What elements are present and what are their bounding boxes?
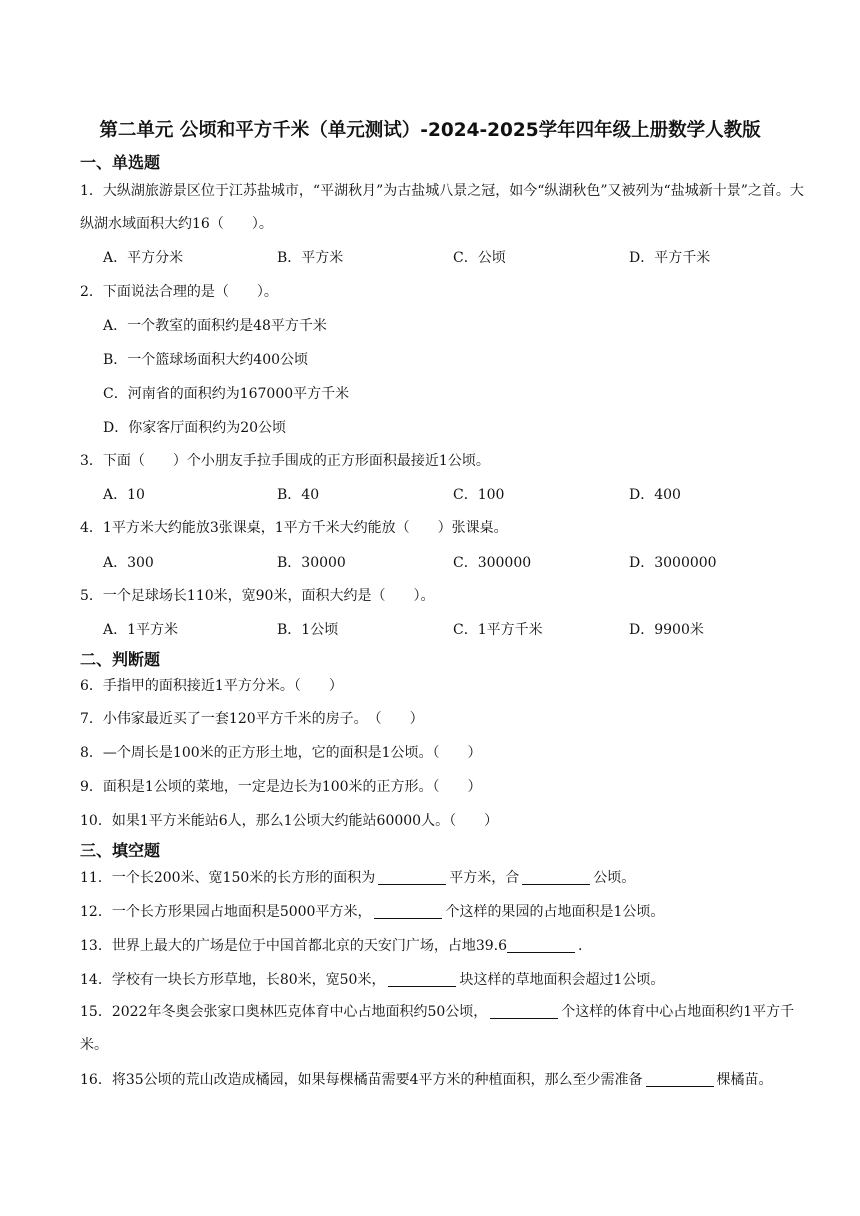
question-8-text: 8．—个周长是100米的正方形土地，它的面积是1公顷。（ ） <box>80 745 482 761</box>
question-11-text-part-2: 平方米，合 <box>449 870 520 886</box>
question-11 <box>80 868 635 888</box>
question-1-option-c[interactable]: C．公顷 <box>453 250 506 266</box>
question-14-text-part-2: 块这样的草地面积会超过1公顷。 <box>459 972 665 988</box>
question-9-text: 9．面积是1公顷的菜地，一定是边长为100米的正方形。（ ） <box>80 779 482 795</box>
question-12-text-part-1: 12．一个长方形果园占地面积是5000平方米， <box>80 904 372 920</box>
question-2-option-a[interactable]: A．一个教室的面积约是48平方千米 <box>103 318 327 334</box>
question-15-text-part-1: 15．2022年冬奥会张家口奥林匹克体育中心占地面积约50公顷， <box>80 1004 488 1020</box>
question-12 <box>80 902 664 922</box>
question-15 <box>80 996 815 1062</box>
question-5-text: 5．一个足球场长110米，宽90米，面积大约是（ ）。 <box>80 588 435 604</box>
question-1-option-b[interactable]: B．平方米 <box>277 250 344 266</box>
document-title: 第二单元 公顷和平方千米（单元测试）-2024-2025学年四年级上册数学人教版 <box>99 120 761 141</box>
question-7-text: 7．小伟家最近买了一套120平方千米的房子。 （ ） <box>80 711 424 727</box>
question-5-option-b[interactable]: B．1公顷 <box>277 622 339 638</box>
section-heading-fill-in: 三、填空题 <box>80 841 161 860</box>
question-15-text-part-2: 个这样的体育中心占地面积约1平方千米。 <box>80 1004 795 1053</box>
question-2-option-c[interactable]: C．河南省的面积约为167000平方千米 <box>103 386 350 402</box>
question-11-blank-1[interactable] <box>378 870 446 885</box>
question-13-blank[interactable] <box>507 938 575 953</box>
question-6-text: 6．手指甲的面积接近1平方分米。（ ） <box>80 678 343 694</box>
question-14 <box>80 970 664 990</box>
question-4-option-b[interactable]: B．30000 <box>277 555 346 571</box>
section-heading-single-choice: 一、单选题 <box>80 153 161 172</box>
question-2-option-b[interactable]: B．一个篮球场面积大约400公顷 <box>103 352 309 368</box>
question-11-text-part-1: 11．一个长200米、宽150米的长方形的面积为 <box>80 870 376 886</box>
question-3-text: 3．下面（ ）个小朋友手拉手围成的正方形面积最接近1公顷。 <box>80 453 490 469</box>
question-11-blank-2[interactable] <box>522 870 590 885</box>
question-16 <box>80 1064 815 1097</box>
question-3-option-d[interactable]: D．400 <box>629 487 681 503</box>
question-4-text: 4．1平方米大约能放3张课桌，1平方千米大约能放（ ）张课桌。 <box>80 520 508 536</box>
question-4-option-a[interactable]: A．300 <box>103 555 154 571</box>
question-15-blank[interactable] <box>490 1004 558 1019</box>
question-16-blank[interactable] <box>646 1072 714 1087</box>
question-16-text-part-2: 棵橘苗。 <box>716 1072 773 1088</box>
question-5-option-a[interactable]: A．1平方米 <box>103 622 179 638</box>
question-14-blank[interactable] <box>388 972 456 987</box>
question-12-blank[interactable] <box>374 904 442 919</box>
question-2-option-d[interactable]: D．你家客厅面积约为20公顷 <box>103 420 287 436</box>
question-1-text: 1．大纵湖旅游景区位于江苏盐城市，“平湖秋月”为古盐城八景之冠，如今“纵湖秋色”又被列为“盐城新十景”之首。大纵湖水域面积大约16（ ）。 <box>80 183 804 232</box>
question-1-option-a[interactable]: A．平方分米 <box>103 250 184 266</box>
question-12-text-part-2: 个这样的果园的占地面积是1公顷。 <box>445 904 665 920</box>
question-4-option-c[interactable]: C．300000 <box>453 555 532 571</box>
question-3-option-b[interactable]: B．40 <box>277 487 320 503</box>
question-13-text-part-1: 13．世界上最大的广场是位于中国首都北京的天安门广场，占地39.6 <box>80 938 507 954</box>
question-5-option-d[interactable]: D．9900米 <box>629 622 704 638</box>
question-3-option-c[interactable]: C．100 <box>453 487 505 503</box>
section-heading-true-false: 二、判断题 <box>80 650 161 669</box>
question-10-text: 10．如果1平方米能站6人，那么1公顷大约能站60000人。（ ） <box>80 813 499 829</box>
question-3-option-a[interactable]: A．10 <box>103 487 145 503</box>
question-4-option-d[interactable]: D．3000000 <box>629 555 717 571</box>
question-5-option-c[interactable]: C．1平方千米 <box>453 622 543 638</box>
question-1-option-d[interactable]: D．平方千米 <box>629 250 711 266</box>
question-13-text-part-2: . <box>578 938 583 954</box>
question-13 <box>80 936 582 956</box>
question-11-text-part-3: 公顷。 <box>593 870 636 886</box>
question-14-text-part-1: 14．学校有一块长方形草地，长80米，宽50米， <box>80 972 386 988</box>
question-2-text: 2．下面说法合理的是（ ）。 <box>80 284 278 300</box>
question-16-text-part-1: 16．将35公顷的荒山改造成橘园，如果每棵橘苗需要4平方米的种植面积，那么至少需准备 <box>80 1072 643 1088</box>
